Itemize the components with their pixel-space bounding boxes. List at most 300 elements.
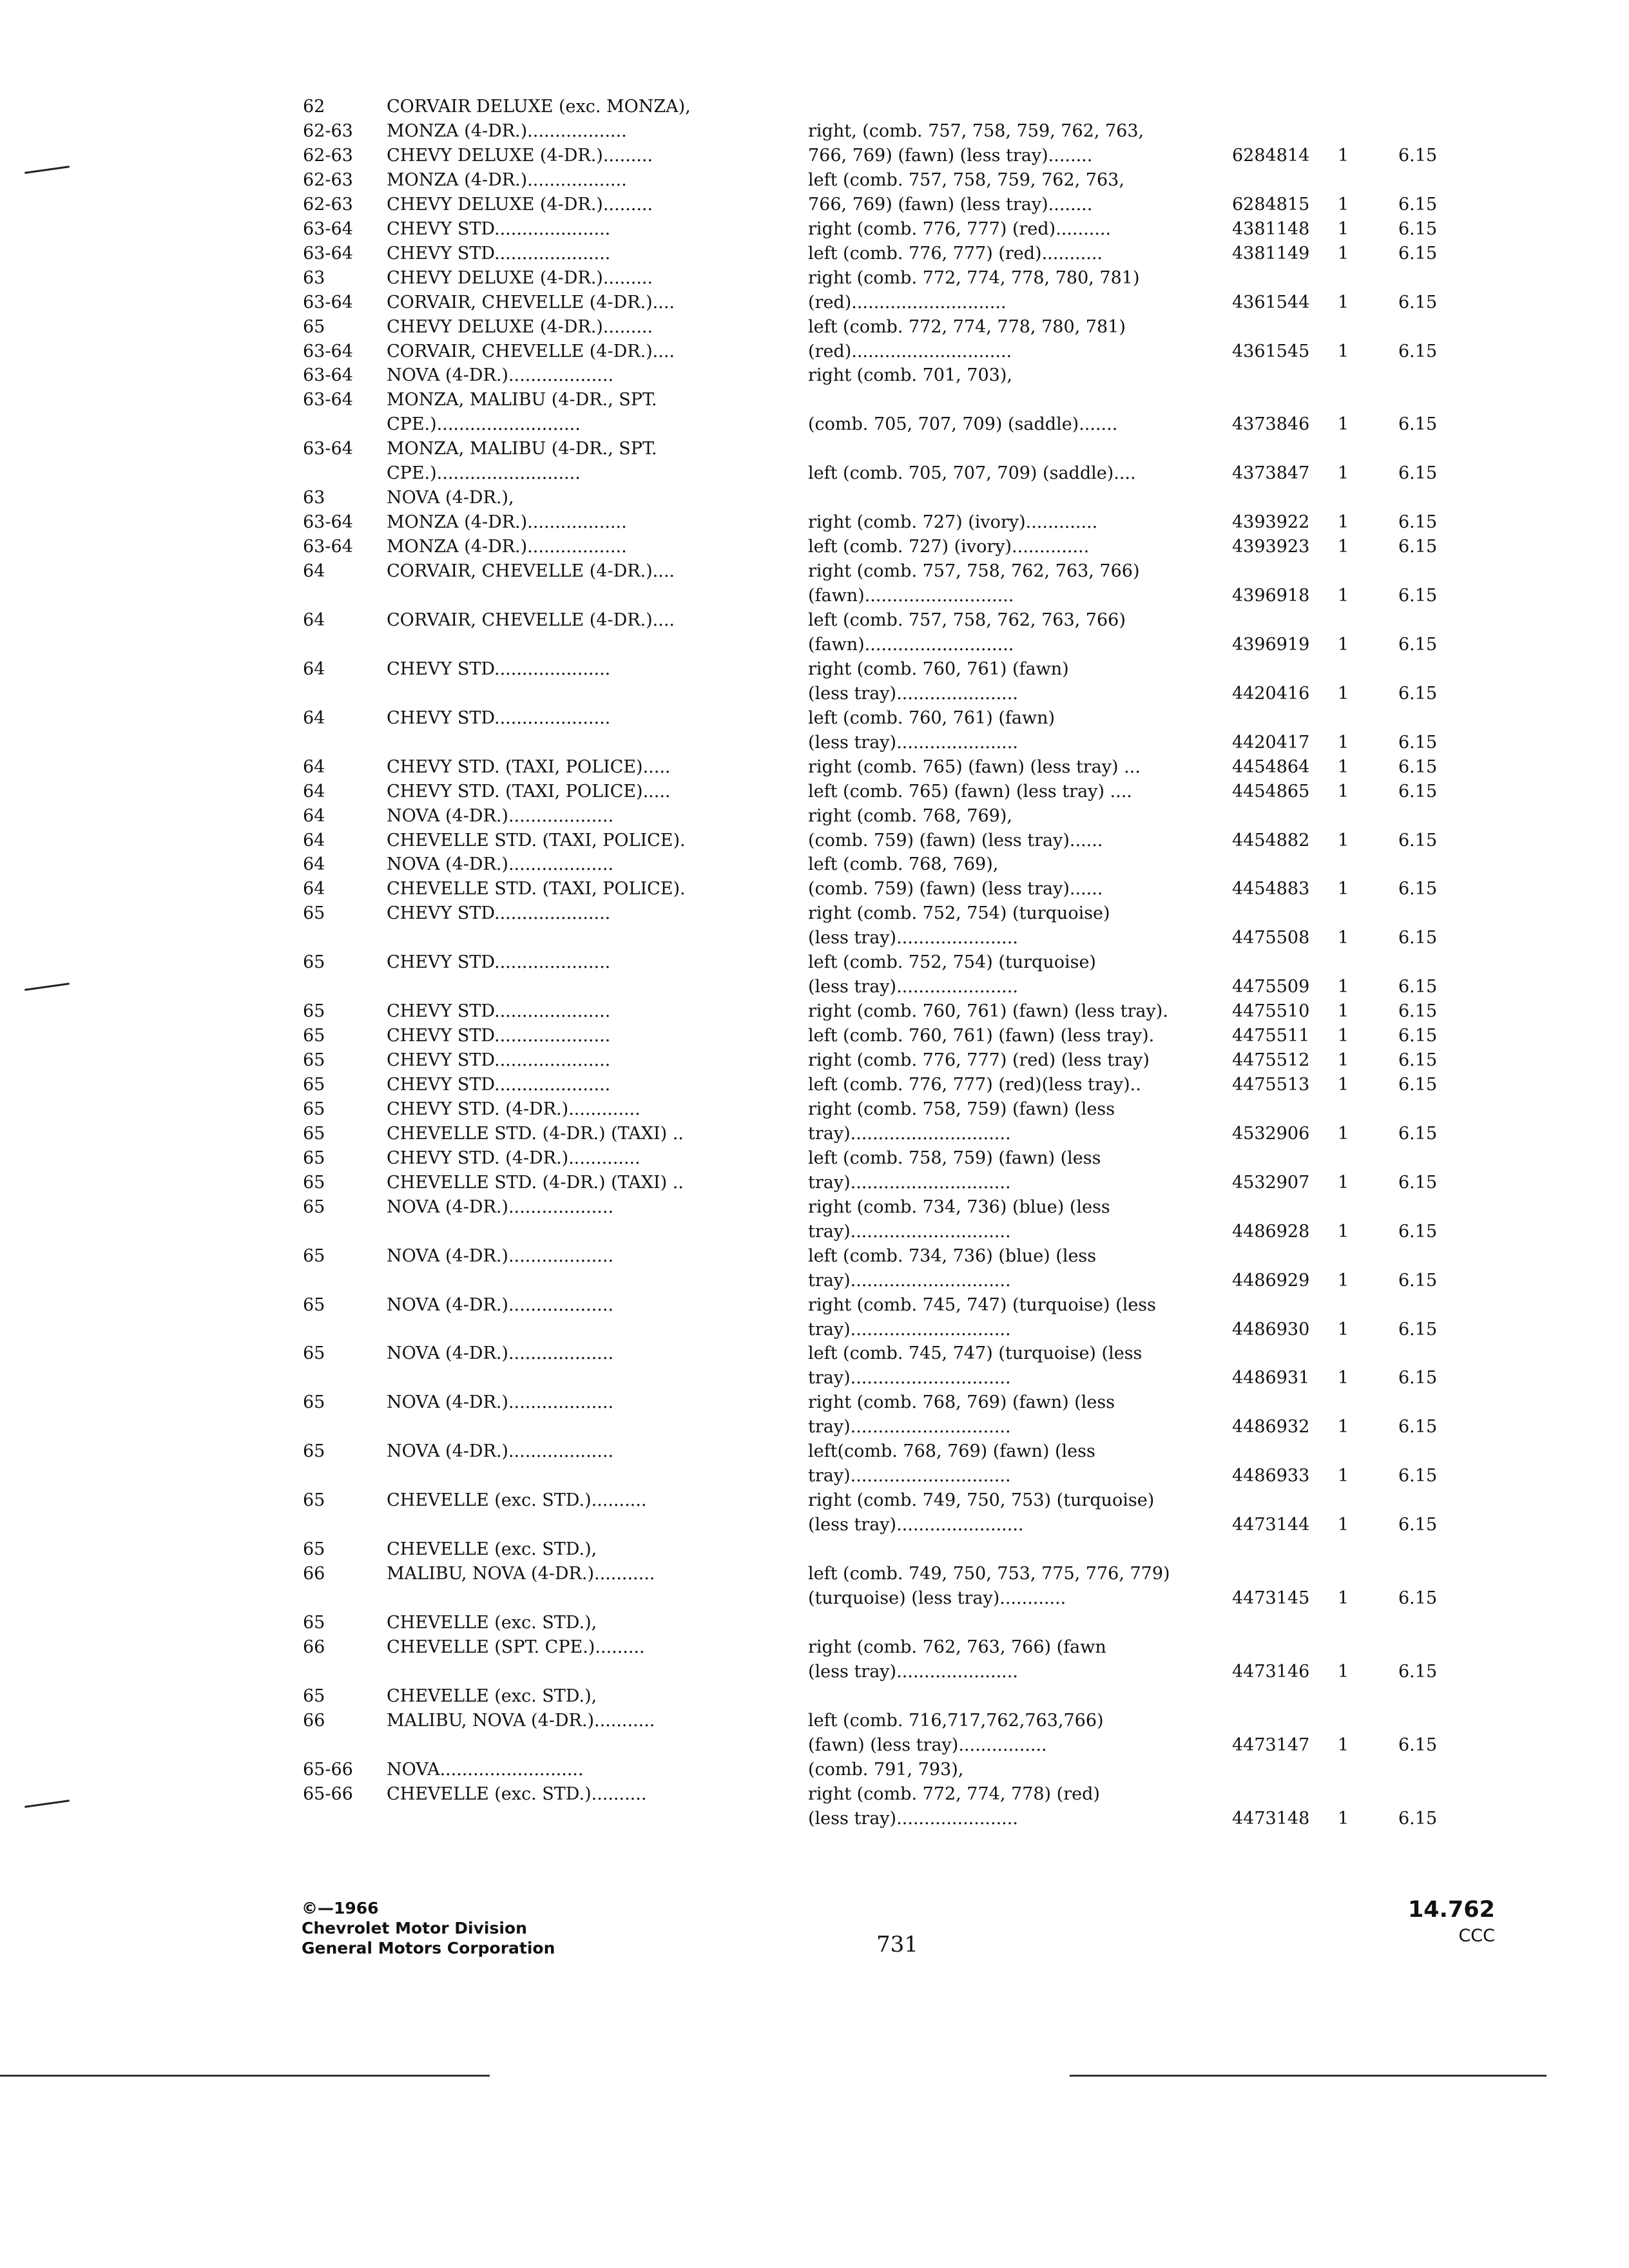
price-cell: 6.15 xyxy=(1398,879,1438,899)
year-cell: 65 xyxy=(303,1392,325,1413)
model-cell: CHEVY STD..................... xyxy=(387,952,611,973)
description-cell: right (comb. 760, 761) (fawn) xyxy=(808,658,1069,679)
price-cell: 6.15 xyxy=(1398,194,1438,215)
table-row xyxy=(303,1611,1463,1635)
table-row xyxy=(303,1073,1463,1097)
year-cell: 65 xyxy=(303,903,325,924)
model-cell: MONZA (4-DR.).................. xyxy=(387,537,627,557)
table-row xyxy=(303,609,1463,632)
part-number-cell: 6284815 xyxy=(1232,194,1310,215)
price-cell: 6.15 xyxy=(1398,537,1438,557)
price-cell: 6.15 xyxy=(1398,463,1438,484)
model-cell: CPE.).......................... xyxy=(387,414,581,435)
table-row xyxy=(303,975,1463,999)
description-cell: tray)............................. xyxy=(808,1172,1011,1193)
model-cell: CHEVY STD. (TAXI, POLICE)..... xyxy=(387,756,671,777)
description-cell: left (comb. 772, 774, 778, 780, 781) xyxy=(808,316,1126,337)
model-cell: CHEVELLE (exc. STD.).......... xyxy=(387,1783,647,1804)
quantity-cell: 1 xyxy=(1338,243,1349,264)
year-cell: 63 xyxy=(303,488,325,508)
table-row xyxy=(303,242,1463,265)
table-row xyxy=(303,1416,1463,1439)
description-cell: 766, 769) (fawn) (less tray)........ xyxy=(808,145,1093,166)
year-cell: 65 xyxy=(303,316,325,337)
table-row xyxy=(303,1587,1463,1610)
year-cell: 64 xyxy=(303,707,325,728)
year-cell: 66 xyxy=(303,1564,325,1584)
year-cell: 65-66 xyxy=(303,1759,353,1780)
copyright: ©—1966 xyxy=(302,1899,379,1917)
year-cell: 65 xyxy=(303,1148,325,1168)
table-row xyxy=(303,805,1463,828)
description-cell: (less tray)...................... xyxy=(808,732,1018,753)
table-row xyxy=(303,218,1463,241)
bottom-rule-left xyxy=(0,2075,490,2077)
table-row xyxy=(303,1049,1463,1072)
part-number-cell: 4361544 xyxy=(1232,292,1310,312)
year-cell: 65 xyxy=(303,1294,325,1315)
year-cell: 64 xyxy=(303,805,325,826)
model-cell: CHEVELLE (exc. STD.), xyxy=(387,1539,597,1560)
description-cell: tray)............................. xyxy=(808,1221,1011,1242)
table-row xyxy=(303,267,1463,290)
year-cell: 63-64 xyxy=(303,365,353,386)
table-row xyxy=(303,1660,1463,1684)
model-cell: MONZA (4-DR.).................. xyxy=(387,169,627,190)
quantity-cell: 1 xyxy=(1338,756,1349,777)
quantity-cell: 1 xyxy=(1338,1319,1349,1340)
description-cell: right (comb. 776, 777) (red).......... xyxy=(808,218,1112,239)
model-cell: CHEVY STD. (TAXI, POLICE)..... xyxy=(387,781,671,802)
description-cell: (fawn) (less tray)................ xyxy=(808,1735,1047,1755)
model-cell: NOVA (4-DR.)................... xyxy=(387,805,614,826)
year-cell: 65 xyxy=(303,1539,325,1560)
table-row xyxy=(303,682,1463,706)
model-cell: CHEVELLE STD. (TAXI, POLICE). xyxy=(387,879,686,899)
quantity-cell: 1 xyxy=(1338,683,1349,704)
quantity-cell: 1 xyxy=(1338,1001,1349,1022)
price-cell: 6.15 xyxy=(1398,683,1438,704)
quantity-cell: 1 xyxy=(1338,292,1349,312)
price-cell: 6.15 xyxy=(1398,977,1438,997)
description-cell: (comb. 705, 707, 709) (saddle)....... xyxy=(808,414,1118,435)
year-cell: 62-63 xyxy=(303,169,353,190)
description-cell: left (comb. 768, 769), xyxy=(808,854,999,875)
description-cell: tray)............................. xyxy=(808,1319,1011,1340)
model-cell: CHEVY STD..................... xyxy=(387,218,611,239)
margin-mark xyxy=(24,1800,70,1808)
model-cell: NOVA.......................... xyxy=(387,1759,584,1780)
description-cell: right (comb. 745, 747) (turquoise) (less xyxy=(808,1294,1157,1315)
part-number-cell: 4454865 xyxy=(1232,781,1310,802)
quantity-cell: 1 xyxy=(1338,781,1349,802)
price-cell: 6.15 xyxy=(1398,145,1438,166)
table-row xyxy=(303,1367,1463,1390)
quantity-cell: 1 xyxy=(1338,1075,1349,1095)
table-row xyxy=(303,1269,1463,1293)
part-number-cell: 4373847 xyxy=(1232,463,1310,484)
price-cell: 6.15 xyxy=(1398,830,1438,850)
model-cell: MONZA, MALIBU (4-DR., SPT. xyxy=(387,390,657,410)
description-cell: (less tray)...................... xyxy=(808,1661,1018,1682)
quantity-cell: 1 xyxy=(1338,463,1349,484)
model-cell: CHEVY STD..................... xyxy=(387,1001,611,1022)
description-cell: (turquoise) (less tray)............ xyxy=(808,1588,1066,1608)
model-cell: CHEVELLE (exc. STD.), xyxy=(387,1686,597,1706)
description-cell: right (comb. 768, 769), xyxy=(808,805,1012,826)
year-cell: 65 xyxy=(303,1050,325,1071)
part-number-cell: 4454883 xyxy=(1232,879,1310,899)
description-cell: right (comb. 762, 763, 766) (fawn xyxy=(808,1637,1106,1657)
year-cell: 65 xyxy=(303,1123,325,1144)
year-cell: 64 xyxy=(303,561,325,582)
part-number-cell: 4473145 xyxy=(1232,1588,1310,1608)
description-cell: right (comb. 765) (fawn) (less tray) ... xyxy=(808,756,1141,777)
part-number-cell: 4473147 xyxy=(1232,1735,1310,1755)
price-cell: 6.15 xyxy=(1398,1075,1438,1095)
quantity-cell: 1 xyxy=(1338,218,1349,239)
description-cell: left (comb. 727) (ivory).............. xyxy=(808,537,1090,557)
table-row xyxy=(303,1562,1463,1586)
description-cell: left (comb. 758, 759) (fawn) (less xyxy=(808,1148,1101,1168)
section-code: 14.762 xyxy=(1407,1897,1495,1923)
table-row xyxy=(303,1122,1463,1146)
table-row xyxy=(303,1196,1463,1219)
part-number-cell: 4473148 xyxy=(1232,1808,1310,1829)
description-cell: tray)............................. xyxy=(808,1123,1011,1144)
year-cell: 65 xyxy=(303,1026,325,1046)
model-cell: CHEVY STD..................... xyxy=(387,1026,611,1046)
quantity-cell: 1 xyxy=(1338,586,1349,606)
quantity-cell: 1 xyxy=(1338,537,1349,557)
description-cell: left (comb. 716,717,762,763,766) xyxy=(808,1710,1104,1731)
price-cell: 6.15 xyxy=(1398,1026,1438,1046)
price-cell: 6.15 xyxy=(1398,1221,1438,1242)
table-row xyxy=(303,1489,1463,1512)
year-cell: 65 xyxy=(303,1612,325,1633)
table-row xyxy=(303,829,1463,852)
price-cell: 6.15 xyxy=(1398,414,1438,435)
year-cell: 63-64 xyxy=(303,341,353,361)
price-cell: 6.15 xyxy=(1398,292,1438,312)
bottom-rule-right xyxy=(1070,2075,1547,2077)
description-cell: left (comb. 776, 777) (red)(less tray).. xyxy=(808,1075,1141,1095)
price-cell: 6.15 xyxy=(1398,1050,1438,1071)
model-cell: CHEVY DELUXE (4-DR.)......... xyxy=(387,316,653,337)
model-cell: CHEVY STD. (4-DR.)............. xyxy=(387,1099,641,1119)
year-cell: 63-64 xyxy=(303,292,353,312)
table-row xyxy=(303,878,1463,901)
description-cell: right (comb. 701, 703), xyxy=(808,365,1012,386)
description-cell: (comb. 791, 793), xyxy=(808,1759,964,1780)
table-row xyxy=(303,853,1463,876)
model-cell: NOVA (4-DR.)................... xyxy=(387,1343,614,1364)
table-row xyxy=(303,95,1463,119)
price-cell: 6.15 xyxy=(1398,1368,1438,1389)
table-row xyxy=(303,511,1463,534)
part-number-cell: 4486930 xyxy=(1232,1319,1310,1340)
table-row xyxy=(303,364,1463,387)
table-row xyxy=(303,1636,1463,1659)
table-row xyxy=(303,902,1463,925)
description-cell: (less tray)...................... xyxy=(808,1808,1018,1829)
description-cell: left (comb. 749, 750, 753, 775, 776, 779) xyxy=(808,1564,1170,1584)
table-row xyxy=(303,144,1463,168)
table-row xyxy=(303,486,1463,510)
part-number-cell: 6284814 xyxy=(1232,145,1310,166)
table-row xyxy=(303,1147,1463,1170)
table-row xyxy=(303,1465,1463,1488)
table-row xyxy=(303,927,1463,950)
part-number-cell: 4381149 xyxy=(1232,243,1310,264)
price-cell: 6.15 xyxy=(1398,1515,1438,1535)
quantity-cell: 1 xyxy=(1338,732,1349,753)
year-cell: 63-64 xyxy=(303,439,353,459)
table-row xyxy=(303,389,1463,412)
model-cell: CORVAIR, CHEVELLE (4-DR.).... xyxy=(387,561,675,582)
year-cell: 64 xyxy=(303,756,325,777)
table-row xyxy=(303,1538,1463,1561)
table-row xyxy=(303,120,1463,143)
model-cell: NOVA (4-DR.)................... xyxy=(387,1294,614,1315)
year-cell: 63-64 xyxy=(303,390,353,410)
table-row xyxy=(303,413,1463,436)
year-cell: 64 xyxy=(303,781,325,802)
corporation-name: General Motors Corporation xyxy=(302,1939,555,1957)
part-number-cell: 4393922 xyxy=(1232,512,1310,533)
part-number-cell: 4486931 xyxy=(1232,1368,1310,1389)
table-row xyxy=(303,1709,1463,1733)
model-cell: CPE.).......................... xyxy=(387,463,581,484)
year-cell: 63-64 xyxy=(303,537,353,557)
year-cell: 65 xyxy=(303,1075,325,1095)
publisher-block xyxy=(302,1898,555,1958)
description-cell: right (comb. 768, 769) (fawn) (less xyxy=(808,1392,1115,1413)
description-cell: left (comb. 765) (fawn) (less tray) .... xyxy=(808,781,1132,802)
table-row xyxy=(303,291,1463,314)
price-cell: 6.15 xyxy=(1398,586,1438,606)
section-subcode: CCC xyxy=(1458,1926,1495,1946)
table-row xyxy=(303,340,1463,363)
year-cell: 65 xyxy=(303,1686,325,1706)
description-cell: tray)............................. xyxy=(808,1270,1011,1291)
price-cell: 6.15 xyxy=(1398,634,1438,655)
model-cell: CHEVELLE (exc. STD.), xyxy=(387,1612,597,1633)
year-cell: 64 xyxy=(303,610,325,630)
description-cell: left (comb. 760, 761) (fawn) (less tray). xyxy=(808,1026,1155,1046)
table-row xyxy=(303,1024,1463,1048)
year-cell: 64 xyxy=(303,830,325,850)
part-number-cell: 4454882 xyxy=(1232,830,1310,850)
description-cell: left (comb. 757, 758, 762, 763, 766) xyxy=(808,610,1126,630)
description-cell: (less tray)...................... xyxy=(808,683,1018,704)
description-cell: tray)............................. xyxy=(808,1417,1011,1437)
year-cell: 65 xyxy=(303,1245,325,1266)
description-cell: right (comb. 752, 754) (turquoise) xyxy=(808,903,1110,924)
table-row xyxy=(303,1391,1463,1414)
table-row xyxy=(303,1220,1463,1244)
part-number-cell: 4475508 xyxy=(1232,928,1310,948)
description-cell: left (comb. 760, 761) (fawn) xyxy=(808,707,1055,728)
part-number-cell: 4486933 xyxy=(1232,1466,1310,1486)
quantity-cell: 1 xyxy=(1338,1368,1349,1389)
quantity-cell: 1 xyxy=(1338,1661,1349,1682)
description-cell: left (comb. 745, 747) (turquoise) (less xyxy=(808,1343,1142,1364)
part-number-cell: 4475512 xyxy=(1232,1050,1310,1071)
model-cell: CHEVY STD..................... xyxy=(387,243,611,264)
description-cell: right (comb. 758, 759) (fawn) (less xyxy=(808,1099,1115,1119)
year-cell: 63-64 xyxy=(303,512,353,533)
margin-mark xyxy=(24,983,70,991)
model-cell: NOVA (4-DR.)................... xyxy=(387,365,614,386)
description-cell: right (comb. 776, 777) (red) (less tray) xyxy=(808,1050,1150,1071)
price-cell: 6.15 xyxy=(1398,1319,1438,1340)
description-cell: (fawn)........................... xyxy=(808,586,1014,606)
quantity-cell: 1 xyxy=(1338,1221,1349,1242)
part-number-cell: 4454864 xyxy=(1232,756,1310,777)
description-cell: (red)............................ xyxy=(808,292,1007,312)
quantity-cell: 1 xyxy=(1338,1417,1349,1437)
year-cell: 64 xyxy=(303,854,325,875)
table-row xyxy=(303,658,1463,681)
model-cell: MONZA (4-DR.).................. xyxy=(387,512,627,533)
model-cell: CHEVY STD..................... xyxy=(387,903,611,924)
part-number-cell: 4396918 xyxy=(1232,586,1310,606)
year-cell: 62 xyxy=(303,97,325,117)
table-row xyxy=(303,1440,1463,1463)
year-cell: 62-63 xyxy=(303,194,353,215)
table-row xyxy=(303,1783,1463,1806)
description-cell: right (comb. 760, 761) (fawn) (less tray). xyxy=(808,1001,1168,1022)
year-cell: 65 xyxy=(303,1441,325,1462)
part-number-cell: 4473146 xyxy=(1232,1661,1310,1682)
description-cell: left (comb. 705, 707, 709) (saddle).... xyxy=(808,463,1136,484)
table-row xyxy=(303,1758,1463,1782)
model-cell: NOVA (4-DR.)................... xyxy=(387,1196,614,1217)
table-row xyxy=(303,707,1463,730)
year-cell: 65 xyxy=(303,1172,325,1193)
model-cell: MALIBU, NOVA (4-DR.)........... xyxy=(387,1710,655,1731)
year-cell: 65 xyxy=(303,952,325,973)
part-number-cell: 4486928 xyxy=(1232,1221,1310,1242)
section-block xyxy=(1408,1896,1495,1948)
page-number: 731 xyxy=(876,1932,918,1957)
description-cell: left (comb. 776, 777) (red)........... xyxy=(808,243,1103,264)
description-cell: left (comb. 752, 754) (turquoise) xyxy=(808,952,1096,973)
table-row xyxy=(303,1342,1463,1365)
price-cell: 6.15 xyxy=(1398,512,1438,533)
part-number-cell: 4420417 xyxy=(1232,732,1310,753)
year-cell: 65 xyxy=(303,1490,325,1511)
price-cell: 6.15 xyxy=(1398,1661,1438,1682)
price-cell: 6.15 xyxy=(1398,1270,1438,1291)
description-cell: (less tray)....................... xyxy=(808,1515,1024,1535)
quantity-cell: 1 xyxy=(1338,830,1349,850)
table-row xyxy=(303,1685,1463,1708)
part-number-cell: 4381148 xyxy=(1232,218,1310,239)
year-cell: 64 xyxy=(303,879,325,899)
quantity-cell: 1 xyxy=(1338,928,1349,948)
table-row xyxy=(303,1171,1463,1195)
description-cell: left(comb. 768, 769) (fawn) (less xyxy=(808,1441,1095,1462)
part-number-cell: 4393923 xyxy=(1232,537,1310,557)
quantity-cell: 1 xyxy=(1338,341,1349,361)
year-cell: 66 xyxy=(303,1710,325,1731)
part-number-cell: 4475509 xyxy=(1232,977,1310,997)
quantity-cell: 1 xyxy=(1338,879,1349,899)
price-cell: 6.15 xyxy=(1398,928,1438,948)
model-cell: CHEVY DELUXE (4-DR.)......... xyxy=(387,145,653,166)
model-cell: CHEVY DELUXE (4-DR.)......... xyxy=(387,194,653,215)
price-cell: 6.15 xyxy=(1398,1123,1438,1144)
quantity-cell: 1 xyxy=(1338,1515,1349,1535)
year-cell: 65 xyxy=(303,1099,325,1119)
model-cell: MONZA (4-DR.).................. xyxy=(387,120,627,141)
year-cell: 62-63 xyxy=(303,145,353,166)
model-cell: CORVAIR, CHEVELLE (4-DR.).... xyxy=(387,610,675,630)
part-number-cell: 4486932 xyxy=(1232,1417,1310,1437)
table-row xyxy=(303,437,1463,461)
description-cell: (comb. 759) (fawn) (less tray)...... xyxy=(808,879,1103,899)
model-cell: CHEVY STD..................... xyxy=(387,707,611,728)
table-row xyxy=(303,1098,1463,1121)
year-cell: 63-64 xyxy=(303,243,353,264)
description-cell: right (comb. 772, 774, 778) (red) xyxy=(808,1783,1100,1804)
quantity-cell: 1 xyxy=(1338,1808,1349,1829)
model-cell: NOVA (4-DR.)................... xyxy=(387,854,614,875)
table-row xyxy=(303,193,1463,216)
model-cell: NOVA (4-DR.), xyxy=(387,488,514,508)
year-cell: 65 xyxy=(303,1343,325,1364)
table-row xyxy=(303,316,1463,339)
model-cell: CHEVY STD..................... xyxy=(387,1075,611,1095)
price-cell: 6.15 xyxy=(1398,1172,1438,1193)
model-cell: CHEVELLE STD. (4-DR.) (TAXI) .. xyxy=(387,1123,684,1144)
quantity-cell: 1 xyxy=(1338,1270,1349,1291)
part-number-cell: 4486929 xyxy=(1232,1270,1310,1291)
model-cell: CHEVELLE (SPT. CPE.)......... xyxy=(387,1637,645,1657)
part-number-cell: 4475511 xyxy=(1232,1026,1310,1046)
model-cell: CHEVELLE STD. (TAXI, POLICE). xyxy=(387,830,686,850)
part-number-cell: 4475510 xyxy=(1232,1001,1310,1022)
table-row xyxy=(303,535,1463,559)
description-cell: (less tray)...................... xyxy=(808,977,1018,997)
part-number-cell: 4396919 xyxy=(1232,634,1310,655)
table-row xyxy=(303,1245,1463,1268)
table-row xyxy=(303,951,1463,974)
table-row xyxy=(303,731,1463,754)
description-cell: right (comb. 734, 736) (blue) (less xyxy=(808,1196,1110,1217)
part-number-cell: 4373846 xyxy=(1232,414,1310,435)
model-cell: CHEVY STD..................... xyxy=(387,1050,611,1071)
description-cell: right (comb. 727) (ivory)............. xyxy=(808,512,1098,533)
quantity-cell: 1 xyxy=(1338,512,1349,533)
quantity-cell: 1 xyxy=(1338,414,1349,435)
year-cell: 62-63 xyxy=(303,120,353,141)
year-cell: 65-66 xyxy=(303,1783,353,1804)
price-cell: 6.15 xyxy=(1398,781,1438,802)
year-cell: 63 xyxy=(303,267,325,288)
part-number-cell: 4361545 xyxy=(1232,341,1310,361)
table-row xyxy=(303,1514,1463,1537)
model-cell: NOVA (4-DR.)................... xyxy=(387,1392,614,1413)
table-row xyxy=(303,462,1463,485)
description-cell: right (comb. 757, 758, 762, 763, 766) xyxy=(808,561,1140,582)
table-row xyxy=(303,1000,1463,1023)
model-cell: NOVA (4-DR.)................... xyxy=(387,1441,614,1462)
description-cell: right (comb. 749, 750, 753) (turquoise) xyxy=(808,1490,1155,1511)
table-row xyxy=(303,633,1463,657)
